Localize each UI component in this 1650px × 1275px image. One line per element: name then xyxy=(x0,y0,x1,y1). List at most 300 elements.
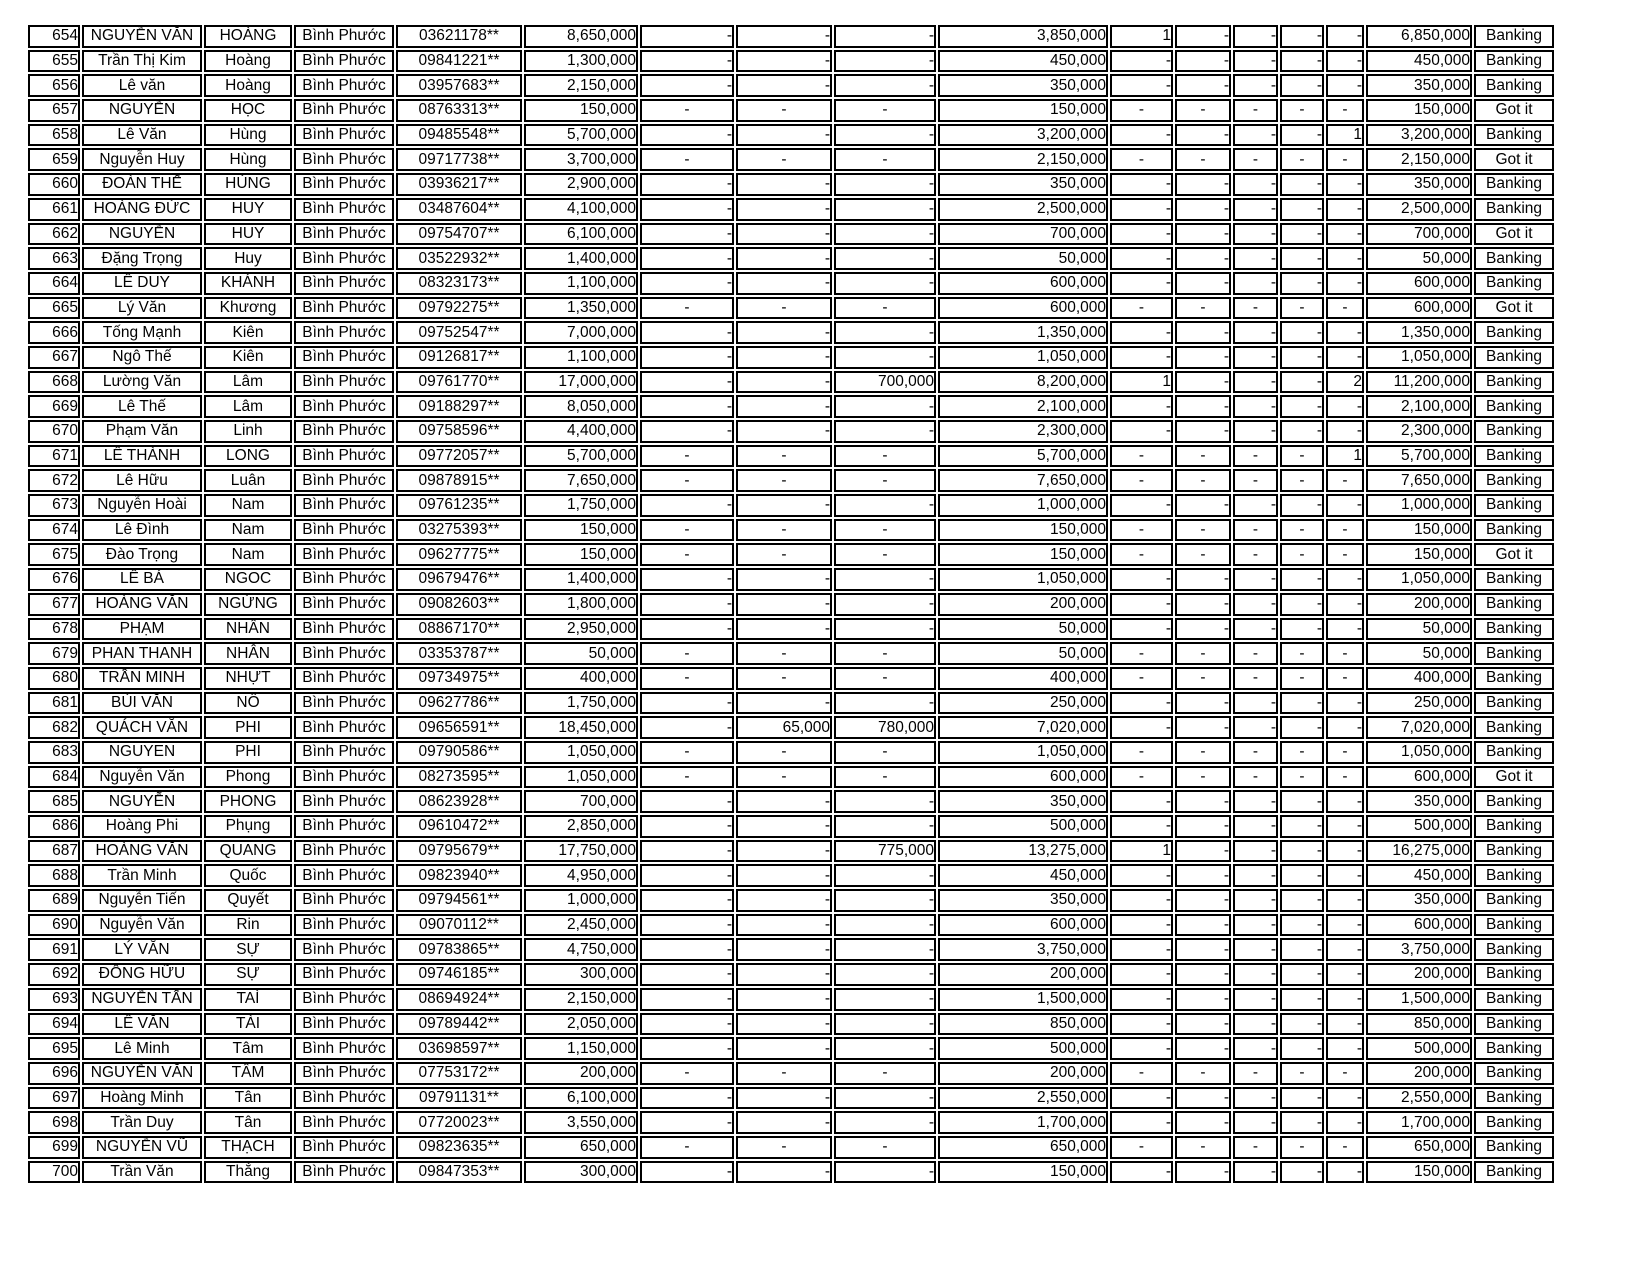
row-number-cell[interactable]: 667 xyxy=(28,346,80,369)
deduction-1-cell[interactable]: - xyxy=(640,25,734,48)
deduction-3-cell[interactable]: - xyxy=(834,346,936,369)
amount-1-cell[interactable]: 700,000 xyxy=(524,790,638,813)
row-number-cell[interactable]: 695 xyxy=(28,1037,80,1060)
total-amount-cell[interactable]: 2,100,000 xyxy=(1366,395,1472,418)
deduction-1-cell[interactable]: - xyxy=(640,618,734,641)
deduction-3-cell[interactable]: - xyxy=(834,74,936,97)
deduction-3-cell[interactable]: - xyxy=(834,1037,936,1060)
count-4-cell[interactable]: - xyxy=(1280,815,1324,838)
deduction-2-cell[interactable]: - xyxy=(736,963,832,986)
phone-cell[interactable]: 08763313** xyxy=(396,99,522,122)
first-name-cell[interactable]: Đặng Trọng xyxy=(82,247,202,270)
amount-1-cell[interactable]: 300,000 xyxy=(524,963,638,986)
phone-cell[interactable]: 09627786** xyxy=(396,692,522,715)
amount-1-cell[interactable]: 3,550,000 xyxy=(524,1111,638,1134)
last-name-cell[interactable]: Lâm xyxy=(204,395,292,418)
count-2-cell[interactable]: - xyxy=(1175,247,1231,270)
row-number-cell[interactable]: 659 xyxy=(28,148,80,171)
status-cell[interactable]: Got it xyxy=(1474,297,1554,320)
count-2-cell[interactable]: - xyxy=(1175,766,1231,789)
count-2-cell[interactable]: - xyxy=(1175,420,1231,443)
count-3-cell[interactable]: - xyxy=(1233,889,1278,912)
count-1-cell[interactable]: - xyxy=(1110,469,1173,492)
count-2-cell[interactable]: - xyxy=(1175,1136,1231,1159)
count-2-cell[interactable]: - xyxy=(1175,568,1231,591)
amount-2-cell[interactable]: 400,000 xyxy=(938,667,1108,690)
row-number-cell[interactable]: 674 xyxy=(28,519,80,542)
amount-2-cell[interactable]: 600,000 xyxy=(938,766,1108,789)
count-3-cell[interactable]: - xyxy=(1233,198,1278,221)
count-1-cell[interactable]: 1 xyxy=(1110,840,1173,863)
count-5-cell[interactable]: - xyxy=(1326,815,1364,838)
province-cell[interactable]: Bình Phước xyxy=(294,124,394,147)
amount-2-cell[interactable]: 2,100,000 xyxy=(938,395,1108,418)
first-name-cell[interactable]: LÊ THÀNH xyxy=(82,445,202,468)
row-number-cell[interactable]: 654 xyxy=(28,25,80,48)
phone-cell[interactable]: 03353787** xyxy=(396,642,522,665)
amount-1-cell[interactable]: 4,950,000 xyxy=(524,864,638,887)
count-3-cell[interactable]: - xyxy=(1233,223,1278,246)
province-cell[interactable]: Bình Phước xyxy=(294,1087,394,1110)
last-name-cell[interactable]: NGOC xyxy=(204,568,292,591)
total-amount-cell[interactable]: 600,000 xyxy=(1366,272,1472,295)
last-name-cell[interactable]: Nam xyxy=(204,519,292,542)
count-1-cell[interactable]: - xyxy=(1110,148,1173,171)
amount-2-cell[interactable]: 850,000 xyxy=(938,1013,1108,1036)
deduction-2-cell[interactable]: - xyxy=(736,1161,832,1184)
deduction-1-cell[interactable]: - xyxy=(640,420,734,443)
amount-2-cell[interactable]: 350,000 xyxy=(938,173,1108,196)
count-5-cell[interactable]: - xyxy=(1326,99,1364,122)
amount-1-cell[interactable]: 5,700,000 xyxy=(524,445,638,468)
province-cell[interactable]: Bình Phước xyxy=(294,1013,394,1036)
first-name-cell[interactable]: PHAN THANH xyxy=(82,642,202,665)
province-cell[interactable]: Bình Phước xyxy=(294,988,394,1011)
row-number-cell[interactable]: 665 xyxy=(28,297,80,320)
count-3-cell[interactable]: - xyxy=(1233,297,1278,320)
total-amount-cell[interactable]: 500,000 xyxy=(1366,815,1472,838)
row-number-cell[interactable]: 661 xyxy=(28,198,80,221)
amount-2-cell[interactable]: 600,000 xyxy=(938,914,1108,937)
deduction-1-cell[interactable]: - xyxy=(640,272,734,295)
count-2-cell[interactable]: - xyxy=(1175,74,1231,97)
count-1-cell[interactable]: - xyxy=(1110,864,1173,887)
count-1-cell[interactable]: - xyxy=(1110,1111,1173,1134)
count-5-cell[interactable]: - xyxy=(1326,420,1364,443)
deduction-2-cell[interactable]: - xyxy=(736,864,832,887)
phone-cell[interactable]: 09717738** xyxy=(396,148,522,171)
deduction-1-cell[interactable]: - xyxy=(640,642,734,665)
count-1-cell[interactable]: - xyxy=(1110,889,1173,912)
first-name-cell[interactable]: NGUYỄN xyxy=(82,223,202,246)
count-3-cell[interactable]: - xyxy=(1233,988,1278,1011)
amount-2-cell[interactable]: 7,650,000 xyxy=(938,469,1108,492)
province-cell[interactable]: Bình Phước xyxy=(294,914,394,937)
first-name-cell[interactable]: Lê Minh xyxy=(82,1037,202,1060)
amount-2-cell[interactable]: 200,000 xyxy=(938,1062,1108,1085)
status-cell[interactable]: Banking xyxy=(1474,568,1554,591)
count-5-cell[interactable]: - xyxy=(1326,494,1364,517)
count-1-cell[interactable]: - xyxy=(1110,938,1173,961)
deduction-1-cell[interactable]: - xyxy=(640,321,734,344)
total-amount-cell[interactable]: 2,150,000 xyxy=(1366,148,1472,171)
deduction-1-cell[interactable]: - xyxy=(640,1037,734,1060)
status-cell[interactable]: Banking xyxy=(1474,420,1554,443)
total-amount-cell[interactable]: 150,000 xyxy=(1366,99,1472,122)
amount-1-cell[interactable]: 1,300,000 xyxy=(524,50,638,73)
row-number-cell[interactable]: 690 xyxy=(28,914,80,937)
count-3-cell[interactable]: - xyxy=(1233,568,1278,591)
province-cell[interactable]: Bình Phước xyxy=(294,593,394,616)
count-1-cell[interactable]: - xyxy=(1110,247,1173,270)
last-name-cell[interactable]: Huy xyxy=(204,247,292,270)
total-amount-cell[interactable]: 350,000 xyxy=(1366,790,1472,813)
count-4-cell[interactable]: - xyxy=(1280,519,1324,542)
deduction-1-cell[interactable]: - xyxy=(640,99,734,122)
amount-1-cell[interactable]: 1,050,000 xyxy=(524,766,638,789)
status-cell[interactable]: Banking xyxy=(1474,1062,1554,1085)
count-2-cell[interactable]: - xyxy=(1175,1161,1231,1184)
amount-1-cell[interactable]: 2,950,000 xyxy=(524,618,638,641)
first-name-cell[interactable]: Trần Văn xyxy=(82,1161,202,1184)
amount-2-cell[interactable]: 350,000 xyxy=(938,790,1108,813)
count-4-cell[interactable]: - xyxy=(1280,371,1324,394)
amount-1-cell[interactable]: 1,150,000 xyxy=(524,1037,638,1060)
count-3-cell[interactable]: - xyxy=(1233,148,1278,171)
province-cell[interactable]: Bình Phước xyxy=(294,1161,394,1184)
row-number-cell[interactable]: 673 xyxy=(28,494,80,517)
row-number-cell[interactable]: 691 xyxy=(28,938,80,961)
count-1-cell[interactable]: - xyxy=(1110,667,1173,690)
count-1-cell[interactable]: - xyxy=(1110,297,1173,320)
count-5-cell[interactable]: - xyxy=(1326,593,1364,616)
total-amount-cell[interactable]: 3,200,000 xyxy=(1366,124,1472,147)
last-name-cell[interactable]: KHÁNH xyxy=(204,272,292,295)
count-5-cell[interactable]: - xyxy=(1326,519,1364,542)
count-5-cell[interactable]: 1 xyxy=(1326,124,1364,147)
deduction-2-cell[interactable]: - xyxy=(736,99,832,122)
count-3-cell[interactable]: - xyxy=(1233,593,1278,616)
count-5-cell[interactable]: - xyxy=(1326,667,1364,690)
province-cell[interactable]: Bình Phước xyxy=(294,25,394,48)
deduction-3-cell[interactable]: - xyxy=(834,692,936,715)
row-number-cell[interactable]: 658 xyxy=(28,124,80,147)
count-1-cell[interactable]: - xyxy=(1110,1037,1173,1060)
count-5-cell[interactable]: - xyxy=(1326,247,1364,270)
row-number-cell[interactable]: 676 xyxy=(28,568,80,591)
row-number-cell[interactable]: 684 xyxy=(28,766,80,789)
first-name-cell[interactable]: Tống Mạnh xyxy=(82,321,202,344)
count-4-cell[interactable]: - xyxy=(1280,420,1324,443)
amount-2-cell[interactable]: 150,000 xyxy=(938,519,1108,542)
count-1-cell[interactable]: - xyxy=(1110,494,1173,517)
count-1-cell[interactable]: - xyxy=(1110,272,1173,295)
count-1-cell[interactable]: - xyxy=(1110,914,1173,937)
count-5-cell[interactable]: - xyxy=(1326,1161,1364,1184)
total-amount-cell[interactable]: 1,350,000 xyxy=(1366,321,1472,344)
province-cell[interactable]: Bình Phước xyxy=(294,667,394,690)
status-cell[interactable]: Banking xyxy=(1474,988,1554,1011)
amount-2-cell[interactable]: 450,000 xyxy=(938,50,1108,73)
deduction-1-cell[interactable]: - xyxy=(640,50,734,73)
count-2-cell[interactable]: - xyxy=(1175,445,1231,468)
amount-1-cell[interactable]: 2,150,000 xyxy=(524,988,638,1011)
count-5-cell[interactable]: - xyxy=(1326,1136,1364,1159)
deduction-1-cell[interactable]: - xyxy=(640,519,734,542)
count-4-cell[interactable]: - xyxy=(1280,346,1324,369)
deduction-2-cell[interactable]: - xyxy=(736,346,832,369)
phone-cell[interactable]: 09761770** xyxy=(396,371,522,394)
total-amount-cell[interactable]: 700,000 xyxy=(1366,223,1472,246)
status-cell[interactable]: Banking xyxy=(1474,790,1554,813)
province-cell[interactable]: Bình Phước xyxy=(294,543,394,566)
row-number-cell[interactable]: 663 xyxy=(28,247,80,270)
deduction-2-cell[interactable]: - xyxy=(736,519,832,542)
count-3-cell[interactable]: - xyxy=(1233,543,1278,566)
deduction-1-cell[interactable]: - xyxy=(640,938,734,961)
first-name-cell[interactable]: NGUYỄN VŨ xyxy=(82,1136,202,1159)
count-5-cell[interactable]: 2 xyxy=(1326,371,1364,394)
deduction-3-cell[interactable]: - xyxy=(834,741,936,764)
row-number-cell[interactable]: 678 xyxy=(28,618,80,641)
row-number-cell[interactable]: 700 xyxy=(28,1161,80,1184)
deduction-3-cell[interactable]: - xyxy=(834,988,936,1011)
province-cell[interactable]: Bình Phước xyxy=(294,173,394,196)
total-amount-cell[interactable]: 400,000 xyxy=(1366,667,1472,690)
total-amount-cell[interactable]: 3,750,000 xyxy=(1366,938,1472,961)
count-2-cell[interactable]: - xyxy=(1175,642,1231,665)
count-1-cell[interactable]: - xyxy=(1110,568,1173,591)
count-1-cell[interactable]: - xyxy=(1110,1087,1173,1110)
phone-cell[interactable]: 09795679** xyxy=(396,840,522,863)
status-cell[interactable]: Banking xyxy=(1474,519,1554,542)
status-cell[interactable]: Banking xyxy=(1474,642,1554,665)
count-3-cell[interactable]: - xyxy=(1233,864,1278,887)
first-name-cell[interactable]: NGUYEN xyxy=(82,741,202,764)
deduction-2-cell[interactable]: - xyxy=(736,445,832,468)
status-cell[interactable]: Banking xyxy=(1474,346,1554,369)
first-name-cell[interactable]: BÙI VĂN xyxy=(82,692,202,715)
deduction-2-cell[interactable]: - xyxy=(736,543,832,566)
count-5-cell[interactable]: - xyxy=(1326,1013,1364,1036)
row-number-cell[interactable]: 697 xyxy=(28,1087,80,1110)
count-4-cell[interactable]: - xyxy=(1280,173,1324,196)
total-amount-cell[interactable]: 250,000 xyxy=(1366,692,1472,715)
count-2-cell[interactable]: - xyxy=(1175,25,1231,48)
amount-1-cell[interactable]: 50,000 xyxy=(524,642,638,665)
last-name-cell[interactable]: NÔ xyxy=(204,692,292,715)
count-3-cell[interactable]: - xyxy=(1233,272,1278,295)
last-name-cell[interactable]: Hoàng xyxy=(204,50,292,73)
count-5-cell[interactable]: - xyxy=(1326,50,1364,73)
amount-1-cell[interactable]: 18,450,000 xyxy=(524,716,638,739)
deduction-1-cell[interactable]: - xyxy=(640,1087,734,1110)
last-name-cell[interactable]: Phong xyxy=(204,766,292,789)
last-name-cell[interactable]: HOÀNG xyxy=(204,25,292,48)
last-name-cell[interactable]: Quốc xyxy=(204,864,292,887)
count-1-cell[interactable]: - xyxy=(1110,1062,1173,1085)
province-cell[interactable]: Bình Phước xyxy=(294,568,394,591)
last-name-cell[interactable]: Kiên xyxy=(204,321,292,344)
deduction-1-cell[interactable]: - xyxy=(640,1013,734,1036)
deduction-3-cell[interactable]: - xyxy=(834,469,936,492)
count-3-cell[interactable]: - xyxy=(1233,321,1278,344)
phone-cell[interactable]: 09752547** xyxy=(396,321,522,344)
deduction-2-cell[interactable]: - xyxy=(736,25,832,48)
amount-2-cell[interactable]: 8,200,000 xyxy=(938,371,1108,394)
deduction-1-cell[interactable]: - xyxy=(640,247,734,270)
deduction-1-cell[interactable]: - xyxy=(640,864,734,887)
deduction-1-cell[interactable]: - xyxy=(640,74,734,97)
phone-cell[interactable]: 09746185** xyxy=(396,963,522,986)
count-5-cell[interactable]: - xyxy=(1326,223,1364,246)
status-cell[interactable]: Got it xyxy=(1474,148,1554,171)
first-name-cell[interactable]: NGUYỄN VĂN xyxy=(82,1062,202,1085)
count-5-cell[interactable]: - xyxy=(1326,914,1364,937)
status-cell[interactable]: Banking xyxy=(1474,938,1554,961)
count-1-cell[interactable]: - xyxy=(1110,1161,1173,1184)
count-3-cell[interactable]: - xyxy=(1233,346,1278,369)
province-cell[interactable]: Bình Phước xyxy=(294,371,394,394)
deduction-3-cell[interactable]: - xyxy=(834,593,936,616)
first-name-cell[interactable]: HOÀNG VĂN xyxy=(82,593,202,616)
first-name-cell[interactable]: HOÀNG VĂN xyxy=(82,840,202,863)
count-2-cell[interactable]: - xyxy=(1175,1062,1231,1085)
deduction-1-cell[interactable]: - xyxy=(640,1111,734,1134)
count-2-cell[interactable]: - xyxy=(1175,667,1231,690)
status-cell[interactable]: Banking xyxy=(1474,469,1554,492)
count-1-cell[interactable]: - xyxy=(1110,395,1173,418)
count-4-cell[interactable]: - xyxy=(1280,247,1324,270)
province-cell[interactable]: Bình Phước xyxy=(294,297,394,320)
amount-2-cell[interactable]: 350,000 xyxy=(938,889,1108,912)
first-name-cell[interactable]: NGUYỄN xyxy=(82,790,202,813)
amount-2-cell[interactable]: 150,000 xyxy=(938,1161,1108,1184)
amount-2-cell[interactable]: 1,350,000 xyxy=(938,321,1108,344)
total-amount-cell[interactable]: 350,000 xyxy=(1366,74,1472,97)
status-cell[interactable]: Banking xyxy=(1474,198,1554,221)
total-amount-cell[interactable]: 150,000 xyxy=(1366,1161,1472,1184)
deduction-3-cell[interactable]: - xyxy=(834,790,936,813)
row-number-cell[interactable]: 688 xyxy=(28,864,80,887)
count-2-cell[interactable]: - xyxy=(1175,1013,1231,1036)
amount-2-cell[interactable]: 600,000 xyxy=(938,297,1108,320)
amount-1-cell[interactable]: 650,000 xyxy=(524,1136,638,1159)
amount-2-cell[interactable]: 600,000 xyxy=(938,272,1108,295)
deduction-3-cell[interactable]: - xyxy=(834,1111,936,1134)
count-1-cell[interactable]: 1 xyxy=(1110,371,1173,394)
deduction-3-cell[interactable]: - xyxy=(834,766,936,789)
status-cell[interactable]: Banking xyxy=(1474,963,1554,986)
first-name-cell[interactable]: LÊ VĂN xyxy=(82,1013,202,1036)
count-4-cell[interactable]: - xyxy=(1280,642,1324,665)
count-4-cell[interactable]: - xyxy=(1280,50,1324,73)
count-3-cell[interactable]: - xyxy=(1233,840,1278,863)
deduction-3-cell[interactable]: 780,000 xyxy=(834,716,936,739)
province-cell[interactable]: Bình Phước xyxy=(294,642,394,665)
count-4-cell[interactable]: - xyxy=(1280,543,1324,566)
phone-cell[interactable]: 09823635** xyxy=(396,1136,522,1159)
count-4-cell[interactable]: - xyxy=(1280,494,1324,517)
total-amount-cell[interactable]: 150,000 xyxy=(1366,543,1472,566)
province-cell[interactable]: Bình Phước xyxy=(294,889,394,912)
phone-cell[interactable]: 07720023** xyxy=(396,1111,522,1134)
amount-1-cell[interactable]: 150,000 xyxy=(524,543,638,566)
count-5-cell[interactable]: - xyxy=(1326,543,1364,566)
province-cell[interactable]: Bình Phước xyxy=(294,445,394,468)
province-cell[interactable]: Bình Phước xyxy=(294,198,394,221)
count-5-cell[interactable]: - xyxy=(1326,741,1364,764)
amount-1-cell[interactable]: 1,100,000 xyxy=(524,272,638,295)
row-number-cell[interactable]: 671 xyxy=(28,445,80,468)
count-4-cell[interactable]: - xyxy=(1280,321,1324,344)
total-amount-cell[interactable]: 500,000 xyxy=(1366,1037,1472,1060)
row-number-cell[interactable]: 669 xyxy=(28,395,80,418)
phone-cell[interactable]: 03936217** xyxy=(396,173,522,196)
count-1-cell[interactable]: - xyxy=(1110,741,1173,764)
count-2-cell[interactable]: - xyxy=(1175,741,1231,764)
count-3-cell[interactable]: - xyxy=(1233,790,1278,813)
count-5-cell[interactable]: - xyxy=(1326,395,1364,418)
province-cell[interactable]: Bình Phước xyxy=(294,346,394,369)
count-3-cell[interactable]: - xyxy=(1233,50,1278,73)
deduction-2-cell[interactable]: 65,000 xyxy=(736,716,832,739)
count-1-cell[interactable]: - xyxy=(1110,420,1173,443)
first-name-cell[interactable]: Nguyễn Huy xyxy=(82,148,202,171)
deduction-1-cell[interactable]: - xyxy=(640,445,734,468)
status-cell[interactable]: Banking xyxy=(1474,1161,1554,1184)
count-2-cell[interactable]: - xyxy=(1175,963,1231,986)
amount-2-cell[interactable]: 3,750,000 xyxy=(938,938,1108,961)
deduction-3-cell[interactable]: - xyxy=(834,25,936,48)
deduction-2-cell[interactable]: - xyxy=(736,173,832,196)
count-3-cell[interactable]: - xyxy=(1233,766,1278,789)
phone-cell[interactable]: 09082603** xyxy=(396,593,522,616)
deduction-2-cell[interactable]: - xyxy=(736,321,832,344)
count-5-cell[interactable]: - xyxy=(1326,346,1364,369)
total-amount-cell[interactable]: 11,200,000 xyxy=(1366,371,1472,394)
status-cell[interactable]: Got it xyxy=(1474,223,1554,246)
total-amount-cell[interactable]: 600,000 xyxy=(1366,766,1472,789)
deduction-3-cell[interactable]: - xyxy=(834,1161,936,1184)
total-amount-cell[interactable]: 450,000 xyxy=(1366,50,1472,73)
count-2-cell[interactable]: - xyxy=(1175,173,1231,196)
province-cell[interactable]: Bình Phước xyxy=(294,420,394,443)
deduction-2-cell[interactable]: - xyxy=(736,568,832,591)
status-cell[interactable]: Banking xyxy=(1474,716,1554,739)
row-number-cell[interactable]: 657 xyxy=(28,99,80,122)
count-2-cell[interactable]: - xyxy=(1175,543,1231,566)
deduction-2-cell[interactable]: - xyxy=(736,667,832,690)
count-1-cell[interactable]: - xyxy=(1110,99,1173,122)
amount-2-cell[interactable]: 650,000 xyxy=(938,1136,1108,1159)
deduction-2-cell[interactable]: - xyxy=(736,815,832,838)
first-name-cell[interactable]: ĐỒNG HỮU xyxy=(82,963,202,986)
count-2-cell[interactable]: - xyxy=(1175,889,1231,912)
count-5-cell[interactable]: - xyxy=(1326,988,1364,1011)
row-number-cell[interactable]: 662 xyxy=(28,223,80,246)
count-5-cell[interactable]: - xyxy=(1326,1087,1364,1110)
first-name-cell[interactable]: Lê Thế xyxy=(82,395,202,418)
amount-2-cell[interactable]: 13,275,000 xyxy=(938,840,1108,863)
count-3-cell[interactable]: - xyxy=(1233,445,1278,468)
deduction-2-cell[interactable]: - xyxy=(736,1013,832,1036)
first-name-cell[interactable]: Phạm Văn xyxy=(82,420,202,443)
first-name-cell[interactable]: Nguyễn Hoài xyxy=(82,494,202,517)
province-cell[interactable]: Bình Phước xyxy=(294,864,394,887)
deduction-1-cell[interactable]: - xyxy=(640,815,734,838)
amount-2-cell[interactable]: 500,000 xyxy=(938,1037,1108,1060)
